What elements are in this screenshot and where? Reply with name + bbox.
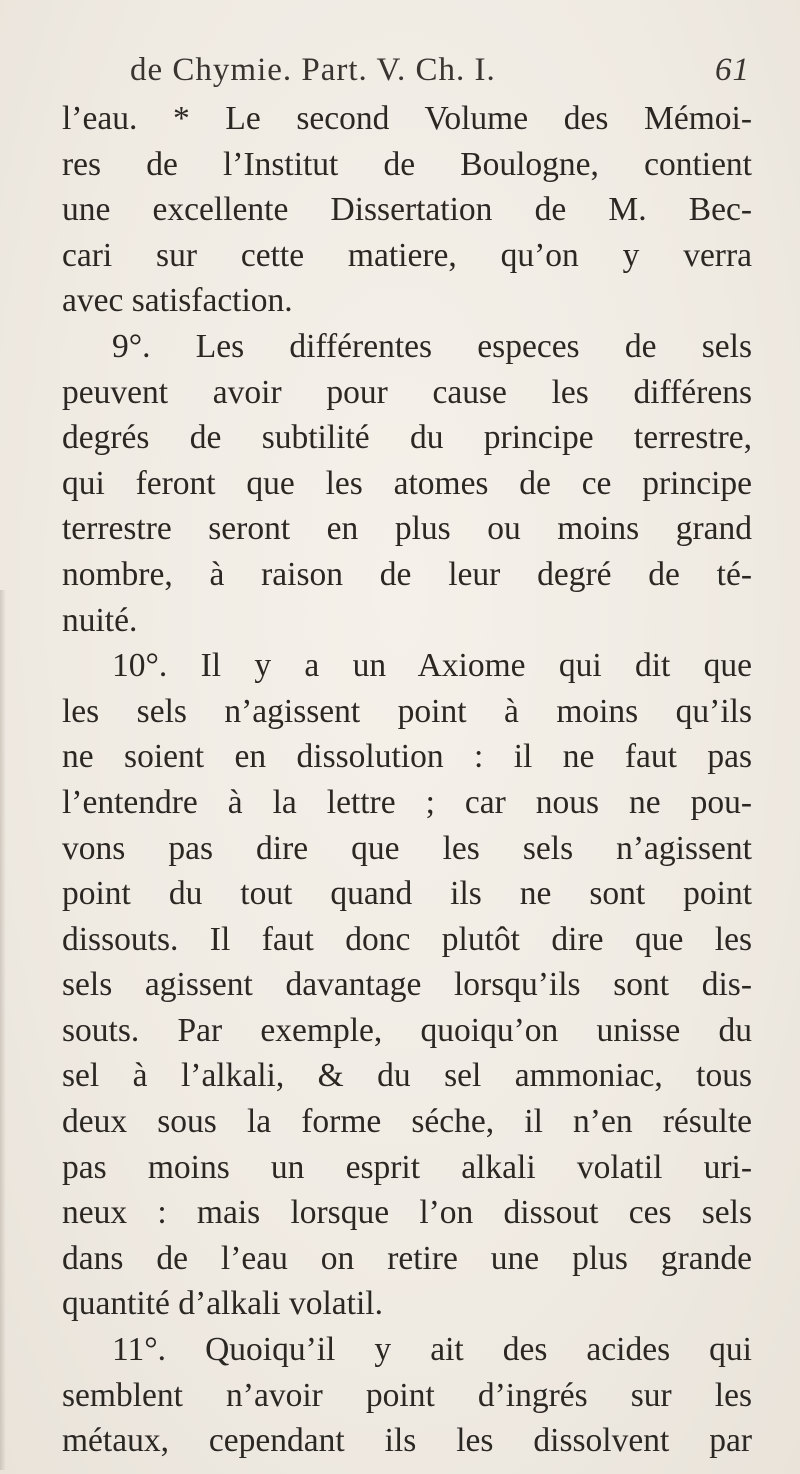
text-line: 9°. Les différentes especes de sels (112, 327, 752, 365)
page-gutter-shadow (0, 590, 6, 1470)
text-line: nuité. (62, 601, 138, 639)
text-line: res de l’Institut de Boulogne, contient (62, 145, 752, 183)
text-line: souts. Par exemple, quoiqu’on unisse du (62, 1011, 752, 1049)
text-line: sel à l’alkali, & du sel ammoniac, tous (62, 1057, 752, 1095)
text-line: degrés de subtilité du principe terrestre, (62, 419, 752, 457)
running-head-title: de Chymie. Part. V. Ch. I. (130, 52, 496, 88)
text-line: semblent n’avoir point d’ingrés sur les (62, 1376, 752, 1414)
text-line: cari sur cette matiere, qu’on y verra (62, 236, 752, 274)
text-line: les sels n’agissent point à moins qu’ils (62, 692, 752, 730)
body-text (62, 96, 752, 1464)
text-line: ne soient en dissolution : il ne faut pas (62, 738, 752, 776)
text-line: deux sous la forme séche, il n’en résulte (62, 1103, 752, 1141)
text-line: une excellente Dissertation de M. Bec- (62, 191, 752, 229)
text-line: terrestre seront en plus ou moins grand (62, 510, 752, 548)
page-number: 61 (715, 52, 750, 88)
text-line: nombre, à raison de leur degré de té- (62, 555, 752, 593)
text-line: sels agissent davantage lorsqu’ils sont dis- (62, 966, 752, 1004)
text-line: pas moins un esprit alkali volatil uri- (62, 1148, 752, 1186)
text-line: dans de l’eau on retire une plus grande (62, 1239, 752, 1277)
text-line: avec satisfaction. (62, 282, 293, 320)
running-head (130, 52, 750, 96)
text-line: qui feront que les atomes de ce principe (62, 464, 752, 502)
text-line: 11°. Quoiqu’il y ait des acides qui (112, 1331, 752, 1369)
text-line: l’eau. * Le second Volume des Mémoi- (62, 100, 752, 137)
text-line: métaux, cependant ils les dissolvent par (62, 1422, 752, 1460)
text-line: dissouts. Il faut donc plutôt dire que les (62, 920, 752, 958)
text-line: l’entendre à la lettre ; car nous ne pou- (62, 783, 752, 821)
text-line: 10°. Il y a un Axiome qui dit que (112, 647, 752, 685)
text-line: peuvent avoir pour cause les différens (62, 373, 752, 411)
text-line: neux : mais lorsque l’on dissout ces sels (62, 1194, 752, 1232)
text-line: vons pas dire que les sels n’agissent (62, 829, 752, 867)
text-line: point du tout quand ils ne sont point (62, 875, 752, 913)
text-line: quantité d’alkali volatil. (62, 1285, 383, 1323)
